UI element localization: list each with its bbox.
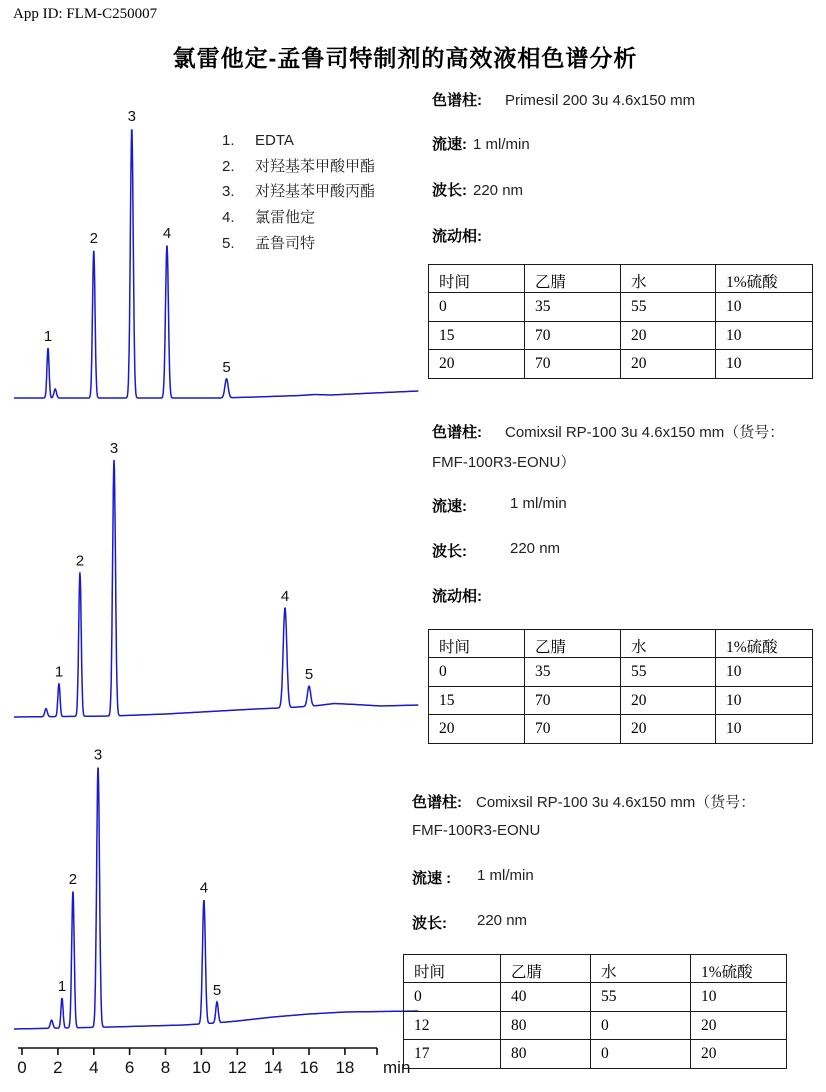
table-cell: 55 [621, 293, 716, 321]
table-header-cell: 乙腈 [525, 265, 621, 293]
table-cell: 20 [621, 350, 716, 378]
legend-item-label: 孟鲁司特 [255, 234, 316, 252]
flow-rate-value: 1 ml/min [473, 136, 530, 153]
gradient-table-2 [428, 629, 813, 744]
column-value: Primesil 200 3u 4.6x150 mm [505, 92, 696, 109]
mobile-phase-label: 流动相: [432, 588, 482, 605]
axis-tick-label: 10 [191, 1058, 211, 1077]
method-panel-1 [432, 89, 826, 259]
axis-tick-label: 4 [89, 1058, 99, 1077]
legend-item-number: 4. [222, 209, 235, 227]
table-cell: 10 [716, 658, 813, 686]
axis-tick-label: 12 [227, 1058, 247, 1077]
table-header-cell: 1%硫酸 [716, 630, 813, 658]
column-label: 色谱柱: [432, 424, 482, 441]
legend-item-number: 1. [222, 132, 235, 149]
trace-line [14, 460, 418, 717]
peak-label: 1 [43, 328, 53, 345]
legend-item-label: 氯雷他定 [255, 209, 316, 227]
peak-label: 1 [54, 663, 64, 681]
table-cell: 10 [691, 983, 787, 1011]
column-label: 色谱柱: [412, 794, 462, 811]
chromatogram-3 [8, 738, 422, 1038]
table-cell: 0 [429, 293, 525, 321]
table-header-cell: 乙腈 [501, 955, 591, 983]
method-panel-3 [412, 791, 816, 951]
column-value: Comixsil RP-100 3u 4.6x150 mm（货号： [505, 424, 785, 441]
peak-label: 2 [89, 230, 98, 247]
table-header-cell: 水 [621, 265, 716, 293]
table-cell: 17 [404, 1040, 501, 1068]
table-cell: 70 [525, 350, 621, 378]
flow-rate-value: 1 ml/min [510, 495, 567, 512]
axis-tick-label: 0 [17, 1058, 27, 1077]
mobile-phase-label: 流动相: [432, 228, 482, 245]
flow-rate-label: 流速: [432, 136, 467, 153]
table-cell: 0 [591, 1012, 691, 1040]
table-cell: 20 [621, 715, 716, 743]
legend-item-number: 2. [222, 157, 235, 175]
table-cell: 35 [525, 293, 621, 321]
table-cell: 20 [429, 715, 525, 743]
time-axis [8, 1040, 426, 1090]
table-cell: 20 [691, 1012, 787, 1040]
gradient-table-3 [403, 954, 787, 1069]
table-cell: 70 [525, 715, 621, 743]
axis-tick-label: 2 [53, 1058, 63, 1077]
flow-rate-value: 1 ml/min [477, 867, 534, 884]
table-cell: 55 [591, 983, 691, 1011]
column-value-line2: FMF-100R3-EONU [412, 822, 541, 839]
table-header-cell: 水 [621, 630, 716, 658]
peak-label: 5 [304, 666, 314, 684]
peak-label: 2 [68, 870, 78, 888]
column-value: Comixsil RP-100 3u 4.6x150 mm（货号： [476, 794, 756, 811]
peak-label: 4 [162, 225, 172, 242]
table-cell: 20 [429, 350, 525, 378]
column-label: 色谱柱: [432, 92, 482, 109]
legend-item-number: 3. [222, 183, 235, 201]
table-header-cell: 时间 [404, 955, 501, 983]
table-cell: 10 [716, 350, 813, 378]
column-value-line2: FMF-100R3-EONU） [432, 454, 576, 471]
axis-tick-label: 16 [299, 1058, 319, 1077]
axis-unit-label: min [383, 1058, 411, 1077]
table-header-cell: 1%硫酸 [716, 265, 813, 293]
flow-rate-label: 流速 : [412, 870, 452, 887]
table-cell: 70 [525, 687, 621, 715]
trace-line [14, 130, 418, 398]
axis-tick-label: 6 [124, 1058, 135, 1077]
table-cell: 0 [404, 983, 501, 1011]
wavelength-value: 220 nm [477, 912, 528, 929]
table-header-cell: 时间 [429, 630, 525, 658]
peak-label: 3 [93, 746, 103, 764]
table-cell: 55 [621, 658, 716, 686]
table-cell: 15 [429, 322, 525, 350]
peak-label: 3 [109, 439, 119, 457]
page-title: 氯雷他定-孟鲁司特制剂的高效液相色谱分析 [172, 45, 638, 71]
table-cell: 80 [501, 1040, 591, 1068]
chromatogram-1 [8, 104, 422, 408]
flow-rate-label: 流速: [432, 498, 467, 515]
axis-tick-label: 18 [335, 1058, 355, 1077]
axis-tick-label: 8 [160, 1058, 171, 1077]
legend-item-label: 对羟基苯甲酸丙酯 [255, 183, 376, 201]
table-cell: 12 [404, 1012, 501, 1040]
wavelength-value: 220 nm [473, 182, 524, 199]
table-header-cell: 乙腈 [525, 630, 621, 658]
peak-label: 3 [127, 108, 136, 125]
legend-item-label: EDTA [255, 132, 294, 149]
table-cell: 70 [525, 322, 621, 350]
table-cell: 20 [621, 322, 716, 350]
wavelength-label: 波长: [412, 915, 447, 932]
table-cell: 10 [716, 715, 813, 743]
peak-label: 4 [280, 587, 290, 605]
chromatogram-2 [8, 424, 422, 724]
wavelength-label: 波长: [432, 543, 467, 560]
wavelength-label: 波长: [432, 182, 467, 199]
axis-tick-label: 14 [263, 1058, 283, 1077]
table-header-cell: 1%硫酸 [691, 955, 787, 983]
table-cell: 40 [501, 983, 591, 1011]
peak-label: 2 [75, 552, 85, 570]
peak-label: 5 [212, 981, 222, 999]
table-cell: 0 [429, 658, 525, 686]
table-cell: 15 [429, 687, 525, 715]
table-cell: 20 [691, 1040, 787, 1068]
gradient-table-1 [428, 264, 813, 379]
app-id: App ID: FLM-C250007 [13, 6, 158, 22]
table-header-cell: 水 [591, 955, 691, 983]
peak-label: 5 [222, 358, 231, 376]
table-cell: 35 [525, 658, 621, 686]
table-cell: 10 [716, 322, 813, 350]
table-cell: 20 [621, 687, 716, 715]
legend-item-number: 5. [222, 234, 235, 252]
legend-item-label: 对羟基苯甲酸甲酯 [255, 157, 376, 175]
peak-label: 4 [199, 879, 209, 897]
table-cell: 0 [591, 1040, 691, 1068]
table-cell: 80 [501, 1012, 591, 1040]
table-cell: 10 [716, 293, 813, 321]
table-cell: 10 [716, 687, 813, 715]
method-panel-2 [432, 421, 826, 621]
table-header-cell: 时间 [429, 265, 525, 293]
wavelength-value: 220 nm [510, 540, 561, 557]
peak-label: 1 [57, 978, 67, 995]
